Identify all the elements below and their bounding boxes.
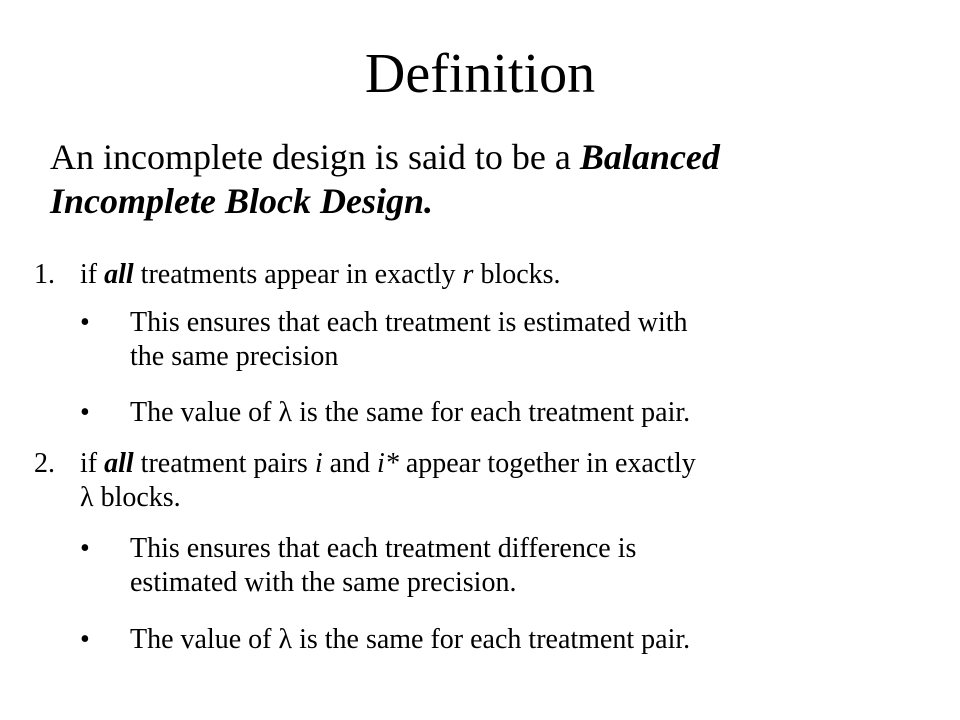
- bullet-symbol: •: [80, 533, 90, 564]
- bullet-line-1: This ensures that each treatment is estimated with: [130, 307, 688, 338]
- intro-emphasis-2: Incomplete Block Design.: [50, 181, 433, 221]
- criterion-1: [34, 258, 914, 292]
- intro-emphasis-1: Balanced: [579, 137, 720, 177]
- criterion-1-bullet-2: [80, 396, 880, 430]
- criterion-2-emph: all: [104, 448, 134, 479]
- bullet-text: [130, 623, 880, 657]
- criterion-2-bullet-1: [80, 532, 880, 600]
- criterion-1-emph: all: [104, 259, 134, 290]
- intro-line-2: [50, 179, 910, 223]
- bullet-line-2: estimated with the same precision.: [130, 567, 517, 598]
- bullet-line-1: The value of λ is the same for each treatment pair.: [130, 397, 691, 428]
- criterion-2-var-2: i*: [377, 448, 399, 479]
- bullet-symbol: •: [80, 624, 90, 655]
- criterion-2-mid: treatment pairs: [133, 448, 315, 479]
- intro-statement: [50, 135, 910, 223]
- intro-plain-text: An incomplete design is said to be a: [50, 137, 580, 177]
- bullet-line-1: The value of λ is the same for each treatment pair.: [130, 624, 691, 655]
- criterion-1-text: [80, 258, 914, 292]
- criterion-2-bullet-2: [80, 623, 880, 657]
- criterion-1-pre: if: [80, 259, 105, 290]
- bullet-line-2: the same precision: [130, 341, 339, 372]
- bullet-text: [130, 396, 880, 430]
- bullet-text: [130, 306, 880, 374]
- criterion-2-text: [80, 447, 914, 515]
- bullet-symbol: •: [80, 397, 90, 428]
- criterion-1-mid: treatments appear in exactly: [133, 259, 463, 290]
- criterion-2-post: appear together in exactly: [398, 448, 696, 479]
- criterion-2-line-1: [80, 447, 914, 481]
- criterion-1-post: blocks.: [473, 259, 561, 290]
- criterion-2-pre: if: [80, 448, 105, 479]
- criterion-2-line-2: λ blocks.: [80, 482, 181, 513]
- criterion-2-mid-2: and: [322, 448, 378, 479]
- criterion-1-var: r: [462, 259, 474, 290]
- criterion-2-var-1: i: [314, 448, 323, 479]
- slide-title: Definition: [364, 43, 596, 105]
- criterion-1-bullet-1: [80, 306, 880, 374]
- bullet-line-1: This ensures that each treatment difference is: [130, 533, 637, 564]
- criterion-2: [34, 447, 914, 515]
- criterion-2-number: 2.: [34, 448, 55, 479]
- criterion-1-number: 1.: [34, 259, 55, 290]
- bullet-text: [130, 532, 880, 600]
- intro-line-1: [50, 135, 910, 179]
- bullet-symbol: •: [80, 307, 90, 338]
